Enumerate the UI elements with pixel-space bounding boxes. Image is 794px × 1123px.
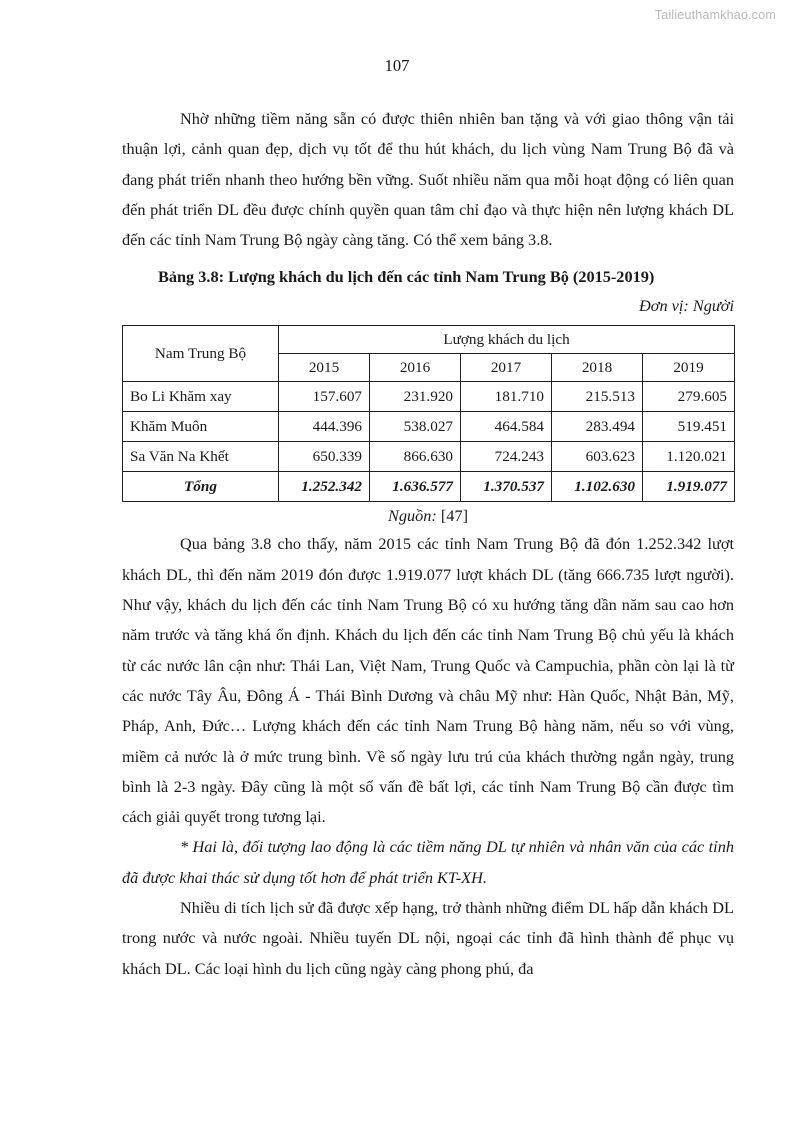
page-number: 107 <box>384 56 410 75</box>
table-cell: 157.607 <box>279 382 370 412</box>
table-year-header: 2017 <box>461 354 552 382</box>
table-cell-total: 1.102.630 <box>552 472 643 502</box>
table-year-header: 2018 <box>552 354 643 382</box>
row-label: Sa Văn Na Khết <box>123 442 279 472</box>
table-cell-total: 1.370.537 <box>461 472 552 502</box>
table-cell: 464.584 <box>461 412 552 442</box>
table-cell-total: 1.919.077 <box>643 472 735 502</box>
table-cell: 283.494 <box>552 412 643 442</box>
table-head <box>123 326 735 382</box>
tourist-arrivals-table <box>122 325 735 502</box>
table-cell: 279.605 <box>643 382 735 412</box>
table-cell: 650.339 <box>279 442 370 472</box>
table-year-header: 2015 <box>279 354 370 382</box>
table-cell: 724.243 <box>461 442 552 472</box>
table-cell: 603.623 <box>552 442 643 472</box>
source-value: [47] <box>440 506 469 526</box>
table-body <box>123 382 735 502</box>
table-row <box>123 442 735 472</box>
site-watermark: Tailieuthamkhao.com <box>654 8 776 22</box>
paragraph-after-table: Qua bảng 3.8 cho thấy, năm 2015 các tỉnh Nam Trung Bộ đã đón 1.252.342 lượt khách DL, thì đến năm 2019 đón được 1.919.077 lượt khách DL (tăng 666.735 lượt người). Như vậy, khách du lịch đến các tỉnh Nam Trung Bộ có xu hướng tăng dần năm sau cao hơn năm trước và tăng khá ổn định. Khách du lịch đến các tỉnh Nam Trung Bộ chủ yếu là khách từ các nước lân cận như: Thái Lan, Việt Nam, Trung Quốc và Campuchia, phần còn lại là từ các nước Tây Âu, Đông Á - Thái Bình Dương và châu Mỹ như: Hàn Quốc, Nhật Bản, Mỹ, Pháp, Anh, Đức… Lượng khách đến các tỉnh Nam Trung Bộ hàng năm, nếu so với vùng, miềm cả nước là ở mức trung bình. Về số ngày lưu trú của khách thường ngắn ngày, trung bình là 2-3 ngày. Đây cũng là một số vấn đề bất lợi, các tỉnh Nam Trung Bộ cần được tìm cách giải quyết trong tương lại. <box>122 534 734 827</box>
source-label: Nguồn: <box>387 506 437 526</box>
table-cell: 181.710 <box>461 382 552 412</box>
table-unit-note: Đơn vị: Người <box>639 296 734 316</box>
table-cell-total: 1.636.577 <box>370 472 461 502</box>
table-cell: 444.396 <box>279 412 370 442</box>
row-label: Bo Li Khăm xay <box>123 382 279 412</box>
paragraph-subheading-italic: * Hai là, đối tượng lao động là các tiềm năng DL tự nhiên và nhân văn của các tỉnh đã được khai thác sử dụng tốt hơn để phát triển KT-XH. <box>122 837 734 887</box>
table-group-header: Lượng khách du lịch <box>279 326 735 354</box>
table-corner-header: Nam Trung Bộ <box>123 326 279 382</box>
table-cell: 215.513 <box>552 382 643 412</box>
table-total-row <box>123 472 735 502</box>
row-label: Khăm Muôn <box>123 412 279 442</box>
table-row <box>123 382 735 412</box>
paragraph-closing: Nhiều di tích lịch sử đã được xếp hạng, trở thành những điểm DL hấp dẫn khách DL trong nước và nước ngoài. Nhiều tuyến DL nội, ngoại các tỉnh đã hình thành để phục vụ khách DL. Các loại hình du lịch cũng ngày càng phong phú, đa <box>122 898 734 978</box>
table-year-header: 2016 <box>370 354 461 382</box>
table-caption: Bảng 3.8: Lượng khách du lịch đến các tỉnh Nam Trung Bộ (2015-2019) <box>158 267 655 287</box>
table-header-row-1 <box>123 326 735 354</box>
table-cell: 866.630 <box>370 442 461 472</box>
table-cell: 1.120.021 <box>643 442 735 472</box>
table-row <box>123 412 735 442</box>
table-year-header: 2019 <box>643 354 735 382</box>
table-cell: 519.451 <box>643 412 735 442</box>
table-source <box>122 503 734 529</box>
paragraph-intro: Nhờ những tiềm năng sẵn có được thiên nhiên ban tặng và với giao thông vận tải thuận lợi, cảnh quan đẹp, dịch vụ tốt để thu hút khách, du lịch vùng Nam Trung Bộ đã và đang phát triển nhanh theo hướng bền vững. Suốt nhiều năm qua mỗi hoạt động có liên quan đến phát triển DL đều được chính quyền quan tâm chỉ đạo và thực hiện nên lượng khách DL đến các tỉnh Nam Trung Bộ ngày càng tăng. Có thể xem bảng 3.8. <box>122 109 734 250</box>
table-cell-total: 1.252.342 <box>279 472 370 502</box>
table-cell: 231.920 <box>370 382 461 412</box>
table-cell: 538.027 <box>370 412 461 442</box>
page-content <box>122 104 734 984</box>
row-label-total: Tổng <box>123 472 279 502</box>
